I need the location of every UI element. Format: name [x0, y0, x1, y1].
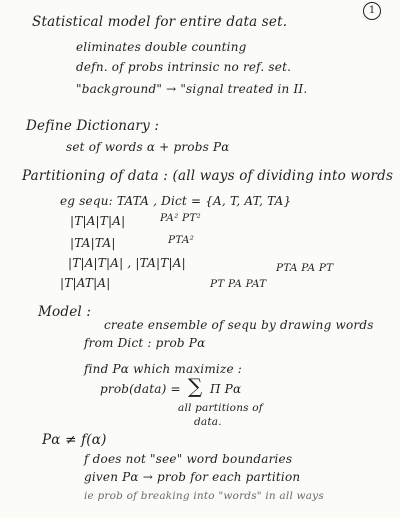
note-line: from Dict : prob Pα: [84, 336, 206, 350]
sum-subscript: data.: [194, 416, 222, 428]
heading-define-dictionary: Define Dictionary :: [26, 118, 160, 134]
note-line: f does not "see" word boundaries: [84, 452, 293, 466]
heading-statistical-model: Statistical model for entire data set.: [32, 14, 288, 30]
heading-partitioning: Partitioning of data : (all ways of dividing into words: [22, 168, 394, 184]
inequality: Pα ≠ f(α): [42, 432, 107, 448]
partition-item: |T|AT|A|: [60, 276, 111, 290]
sum-subscript: all partitions of: [178, 402, 263, 414]
note-line: "background" → "signal treated in II.: [76, 82, 308, 96]
product-term: Π Pα: [210, 382, 242, 396]
partition-item: |TA|TA|: [70, 236, 116, 250]
page-number: 1: [363, 2, 381, 20]
partition-item: |T|A|T|A| , |TA|T|A|: [68, 256, 186, 270]
note-line: eliminates double counting: [76, 40, 247, 54]
heading-model: Model :: [38, 304, 92, 320]
partition-prob: PTA²: [168, 234, 195, 246]
note-line-faint: ie prob of breaking into "words" in all ways: [84, 490, 324, 502]
example-sequence: eg sequ: TATA , Dict = {A, T, AT, TA}: [60, 194, 292, 208]
note-line: defn. of probs intrinsic no ref. set.: [76, 60, 292, 74]
note-line: create ensemble of sequ by drawing words: [104, 318, 374, 332]
sum-symbol: ∑: [188, 374, 203, 398]
note-line: set of words α + probs Pα: [66, 140, 230, 154]
partition-item: |T|A|T|A|: [70, 214, 126, 228]
partition-prob: PTA PA PT: [276, 262, 334, 274]
note-line: find Pα which maximize :: [84, 362, 243, 376]
equation-lhs: prob(data) =: [100, 382, 181, 396]
partition-prob: PA² PT²: [160, 212, 201, 224]
partition-prob: PT PA PAT: [210, 278, 267, 290]
note-line: given Pα → prob for each partition: [84, 470, 301, 484]
